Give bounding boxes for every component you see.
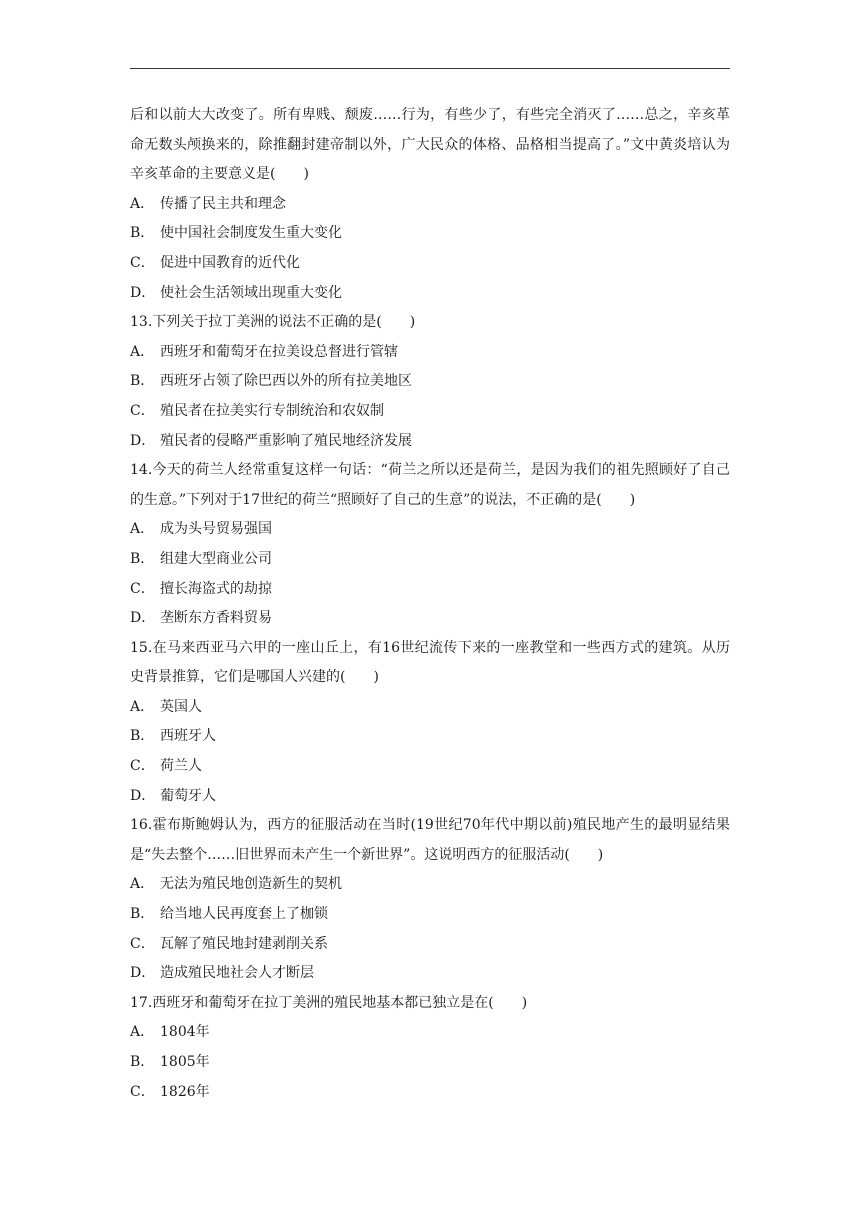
option-d: [130, 604, 730, 634]
question-stem: 13.下列关于拉丁美洲的说法不正确的是( ): [130, 314, 416, 331]
option-a: [130, 338, 730, 368]
question-stem: 17.西班牙和葡萄牙在拉丁美洲的殖民地基本都已独立是在( ): [130, 994, 528, 1011]
option-d: [130, 959, 730, 989]
option-text: 西班牙和葡萄牙在拉美设总督进行管辖: [160, 343, 398, 360]
option-letter: C．: [130, 1083, 155, 1100]
option-letter: A．: [130, 521, 155, 538]
question-14: [130, 456, 730, 634]
option-letter: A．: [130, 1024, 155, 1041]
option-letter: A．: [130, 698, 155, 715]
question-12-continuation: [130, 101, 730, 308]
option-letter: B．: [130, 728, 155, 745]
option-letter: B．: [130, 1054, 155, 1070]
option-letter: D．: [130, 965, 156, 982]
option-a: [130, 693, 730, 723]
option-letter: D．: [130, 284, 156, 301]
option-letter: B．: [130, 906, 155, 923]
option-list: [130, 1018, 730, 1107]
option-text: 无法为殖民地创造新生的契机: [160, 876, 342, 893]
option-letter: B．: [130, 225, 155, 242]
option-text: 殖民者在拉美实行专制统治和农奴制: [160, 402, 384, 419]
option-text: 西班牙占领了除巴西以外的所有拉美地区: [160, 373, 412, 390]
question-17: [130, 989, 730, 1107]
option-text: 荷兰人: [160, 758, 202, 775]
option-text: 擅长海盗式的劫掠: [160, 580, 272, 597]
option-text: 使社会生活领域出现重大变化: [160, 284, 342, 301]
option-c: [130, 575, 730, 605]
question-stem: 16.霍布斯鲍姆认为，西方的征服活动在当时(19世纪70年代中期以前)殖民地产生的最明显结果是“失去整个……旧世界而未产生一个新世界”。这说明西方的征服活动( ): [130, 817, 730, 863]
option-letter: C．: [130, 935, 155, 952]
option-text: 组建大型商业公司: [160, 550, 272, 567]
option-letter: A．: [130, 195, 155, 212]
option-text: 使中国社会制度发生重大变化: [160, 225, 342, 242]
option-b: [130, 722, 730, 752]
option-letter: D．: [130, 610, 156, 627]
question-16: [130, 811, 730, 989]
question-13: [130, 308, 730, 456]
option-c: [130, 930, 730, 960]
option-letter: B．: [130, 373, 155, 390]
option-list: [130, 515, 730, 633]
option-letter: D．: [130, 432, 156, 449]
document-body: [130, 101, 730, 1107]
option-text: 促进中国教育的近代化: [160, 254, 300, 271]
option-text: 成为头号贸易强国: [160, 521, 272, 538]
option-b: [130, 367, 730, 397]
option-text: 瓦解了殖民地封建剥削关系: [160, 935, 328, 952]
option-b: [130, 900, 730, 930]
header-rule: [130, 68, 730, 69]
option-list: [130, 190, 730, 308]
option-letter: B．: [130, 550, 155, 567]
question-15: [130, 634, 730, 812]
option-a: [130, 870, 730, 900]
option-c: [130, 1078, 730, 1108]
option-letter: D．: [130, 787, 156, 804]
option-text: 1805年: [160, 1054, 210, 1070]
option-a: [130, 190, 730, 220]
option-text: 传播了民主共和理念: [160, 195, 286, 212]
option-a: [130, 515, 730, 545]
option-letter: A．: [130, 876, 155, 893]
option-list: [130, 338, 730, 456]
option-c: [130, 249, 730, 279]
option-letter: C．: [130, 758, 155, 775]
option-b: [130, 1048, 730, 1078]
option-text: 垄断东方香料贸易: [160, 610, 272, 627]
option-letter: C．: [130, 254, 155, 271]
option-b: [130, 545, 730, 575]
option-a: [130, 1018, 730, 1048]
option-text: 西班牙人: [160, 728, 216, 745]
option-text: 葡萄牙人: [160, 787, 216, 804]
question-stem: 14.今天的荷兰人经常重复这样一句话：“荷兰之所以还是荷兰，是因为我们的祖先照顾好了自己的生意。”下列对于17世纪的荷兰“照顾好了自己的生意”的说法，不正确的是( ): [130, 462, 730, 508]
option-text: 造成殖民地社会人才断层: [160, 965, 314, 982]
option-d: [130, 279, 730, 309]
question-stem: 15.在马来西亚马六甲的一座山丘上，有16世纪流传下来的一座教堂和一些西方式的建筑。从历史背景推算，它们是哪国人兴建的( ): [130, 639, 730, 686]
option-d: [130, 427, 730, 457]
option-text: 1826年: [160, 1083, 210, 1100]
option-list: [130, 870, 730, 988]
option-b: [130, 219, 730, 249]
option-d: [130, 782, 730, 812]
option-text: 给当地人民再度套上了枷锁: [160, 906, 328, 923]
option-letter: C．: [130, 402, 155, 419]
option-text: 殖民者的侵略严重影响了殖民地经济发展: [160, 432, 412, 449]
option-text: 英国人: [160, 698, 202, 715]
option-letter: C．: [130, 580, 155, 597]
option-list: [130, 693, 730, 811]
question-stem: 后和以前大大改变了。所有卑贱、颓废……行为，有些少了，有些完全消灭了……总之，辛亥革命无数头颅换来的，除推翻封建帝制以外，广大民众的体格、品格相当提高了。”文中黄炎培认为辛亥革命的主要意义是( ): [130, 107, 730, 183]
option-text: 1804年: [160, 1024, 210, 1041]
option-c: [130, 397, 730, 427]
option-c: [130, 752, 730, 782]
option-letter: A．: [130, 343, 155, 360]
